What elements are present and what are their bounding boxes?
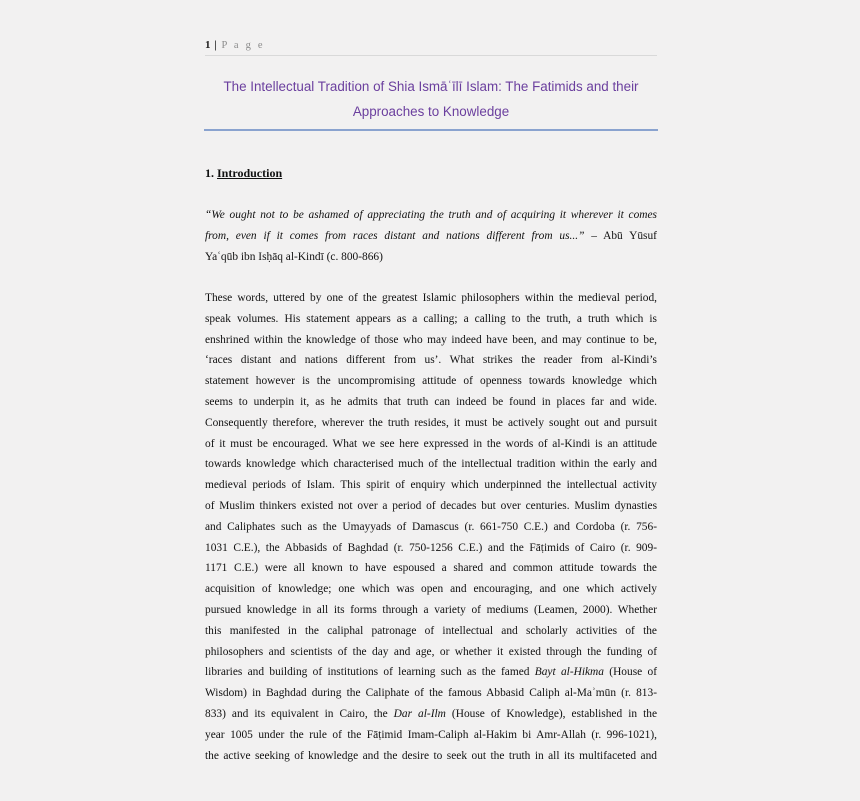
body-text: (House of Knowledge), established in the [445, 707, 658, 720]
body-line: year 1005 under the rule of the Fāṭimid Imam-Caliph al-Hakim bi Amr-Allah (r. 996-1021), [205, 728, 657, 741]
body-line: 1031 C.E.), the Abbasids of Baghdad (r. 750-1256 C.E.) and the Fāṭimids of Cairo (r. 909- [205, 541, 657, 554]
body-line: 1171 C.E.) were all known to have espoused a shared and common attitude towards the [205, 562, 657, 575]
body-line: philosophers and scientists of the day and age, or whether it existed through the funding of [205, 645, 657, 658]
title-line-2: Approaches to Knowledge [352, 104, 510, 119]
document-title [205, 74, 657, 124]
section-number: 1. [205, 166, 214, 180]
body-line: enshrined within the knowledge of those who may indeed have been, and may continue to be, [205, 333, 657, 346]
quote-line [205, 226, 657, 247]
title-divider [204, 129, 658, 131]
body-line [205, 704, 657, 725]
page-label: P a g e [221, 40, 265, 51]
page-number: 1 [205, 39, 211, 51]
quote-text: from, even if it comes from races distant and nations different from us...” [205, 229, 585, 242]
body-line: of Muslim thinkers existed not over a period of decades but over centuries. Muslim dynasties [205, 499, 657, 512]
body-paragraph [205, 288, 657, 766]
body-line: of it must be encouraged. What we see here expressed in the words of al-Kindi is an attitude [205, 437, 657, 450]
body-line: and Caliphates such as the Umayyads of Damascus (r. 661-750 C.E.) and Cordoba (r. 756- [205, 520, 657, 533]
body-line: Consequently therefore, wherever the truth resides, it must be actively sought out and pursuit [205, 416, 657, 429]
section-heading [205, 166, 282, 181]
quote-attribution: – Abū Yūsuf [584, 229, 657, 242]
body-line: Wisdom) in Baghdad during the Caliphate of the famous Abbasid Caliph al-Maʾmūn (r. 813- [205, 687, 657, 700]
section-label: Introduction [217, 166, 283, 180]
body-line: the active seeking of knowledge and the desire to seek out the truth in all its multifaceted and [205, 749, 657, 762]
body-line: towards knowledge which characterised much of the intellectual tradition within the early and [205, 458, 657, 471]
body-text: libraries and building of institutions of learning such as the famed [205, 666, 535, 679]
body-line: medieval periods of Islam. This spirit of enquiry which underpinned the intellectual activity [205, 479, 657, 492]
body-line: These words, uttered by one of the greatest Islamic philosophers within the medieval period, [205, 292, 657, 304]
title-line-1: The Intellectual Tradition of Shia Ismāʿīlī Islam: The Fatimids and their [223, 79, 639, 94]
italic-term: Dar al-Ilm [393, 707, 446, 720]
body-line: speak volumes. His statement appears as a calling; a calling to the truth, a truth which is [205, 312, 657, 325]
body-line: statement however is the uncompromising attitude of openness towards knowledge which [205, 375, 657, 388]
quote-line: Yaʿqūb ibn Isḥāq al-Kindī (c. 800-866) [205, 250, 383, 263]
quote-text: “We ought not to be ashamed of appreciating the truth and of acquiring it wherever it comes [205, 209, 657, 221]
body-text: 833) and its equivalent in Cairo, the [205, 707, 394, 720]
header-separator: | [214, 39, 217, 51]
body-line: acquisition of knowledge; one which was open and encouraging, and one which actively [205, 583, 657, 596]
italic-term: Bayt al-Hikma [534, 666, 604, 679]
quote-line [205, 205, 657, 226]
page-header [205, 39, 657, 56]
body-line: this manifested in the caliphal patronage of intellectual and scholarly activities of the [205, 624, 657, 637]
epigraph-quote [205, 205, 657, 267]
body-text: (House of [603, 666, 657, 679]
body-line: seems to underpin it, as he admits that truth can indeed be found in places far and wide. [205, 395, 657, 408]
body-line: pursued knowledge in all its forms through a variety of mediums (Leamen, 2000). Whether [205, 603, 657, 616]
body-line [205, 662, 657, 683]
body-line: ‘races distant and nations different from us’. What strikes the reader from al-Kindi’s [205, 354, 657, 367]
